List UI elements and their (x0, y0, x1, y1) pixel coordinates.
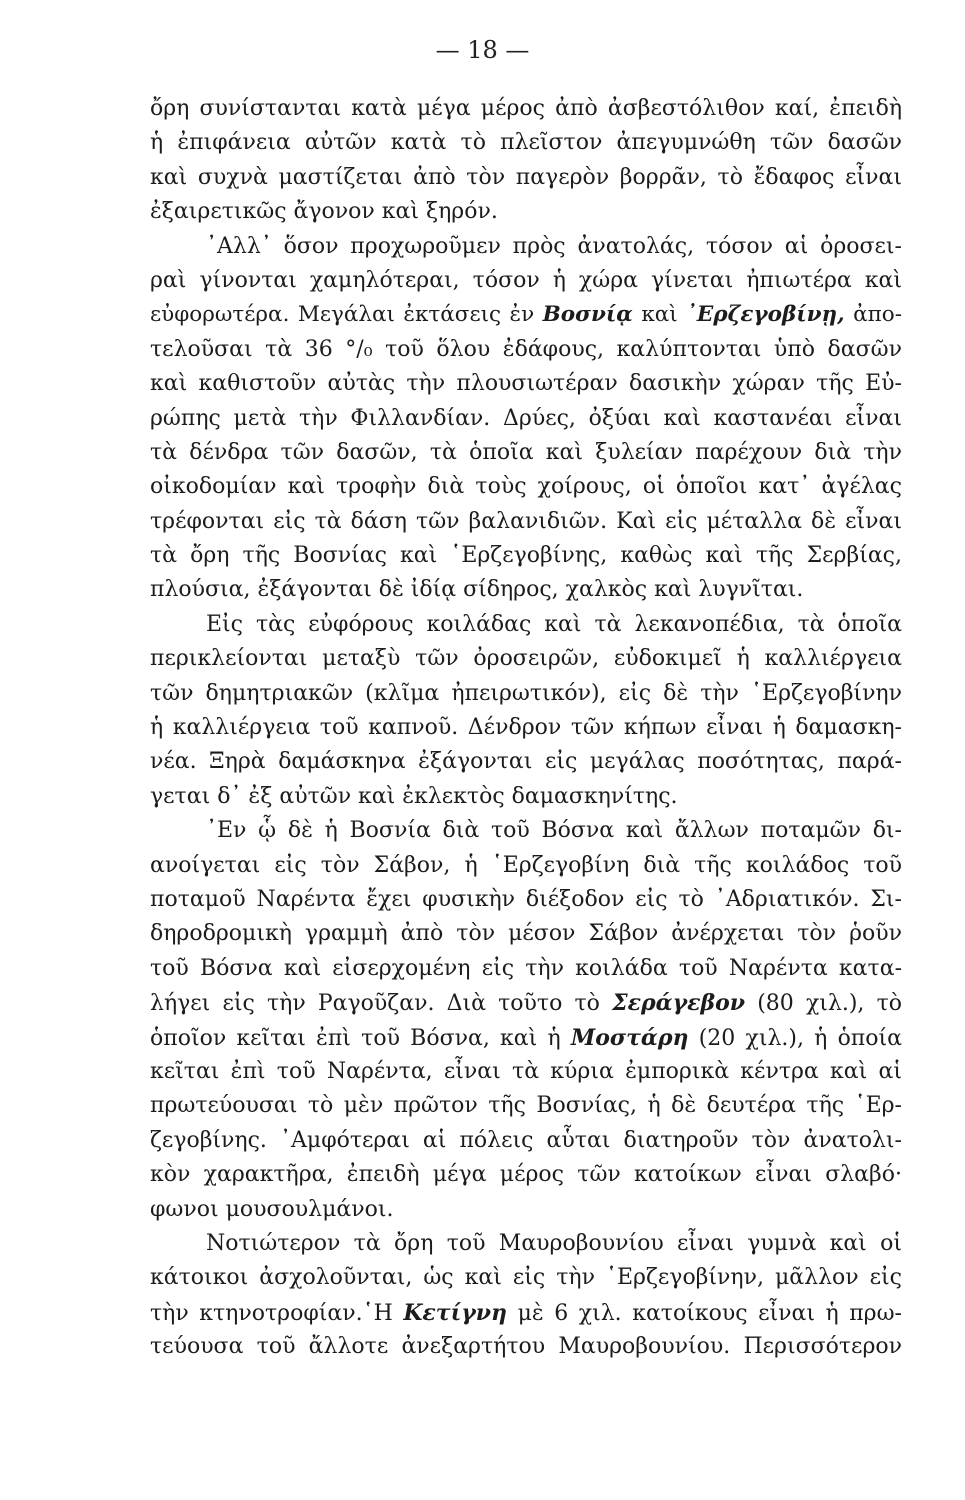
text-line (150, 1158, 902, 1192)
text-segment: ἐξαιρετικῶς ἄγονον καὶ ξηρόν. (150, 199, 498, 225)
text-segment: καὶ (632, 302, 687, 328)
text-line (150, 1089, 902, 1123)
text-line (150, 402, 902, 436)
text-segment: ποταμοῦ Ναρέντα ἔχει φυσικὴν διέξοδον εἰς τὸ ᾽Αδριατικόν. Σι- (150, 886, 902, 912)
text-segment: ραὶ γίνονται χαμηλότεραι, τόσον ἡ χώρα γίνεται ἠπιωτέρα καὶ (150, 267, 902, 293)
text-segment: ὄρη συνίστανται κατὰ μέγα μέρος ἀπὸ ἀσβεστόλιθον καί, ἐπειδὴ (150, 96, 902, 121)
text-segment: πρωτεύουσαι τὸ μὲν πρῶτον τῆς Βοσνίας, ἡ δὲ δευτέρα τῆς ῾Ερ- (150, 1093, 902, 1119)
emphasized-place-name: Σεράγεβον (612, 990, 746, 1017)
text-segment: τὰ ὄρη τῆς Βοσνίας καὶ ῾Ερζεγοβίνης, καθὼς καὶ τῆς Σερβίας, (150, 543, 902, 569)
emphasized-place-name: Κετίγνη (403, 1299, 508, 1326)
text-segment: καὶ καθιστοῦν αὐτὰς τὴν πλουσιωτέραν δασικὴν χώραν τῆς Εὐ- (150, 371, 902, 397)
text-line (150, 1227, 902, 1261)
text-segment: τεύουσα τοῦ ἄλλοτε ἀνεξαρτήτου Μαυροβουνίου. Περισσότερον (150, 1334, 902, 1360)
emphasized-place-name: Βοσνίᾳ (542, 302, 633, 328)
text-segment: φωνοι μουσουλμάνοι. (150, 1196, 394, 1222)
text-line (150, 814, 902, 848)
text-segment: (80 χιλ.), τὸ (745, 991, 902, 1017)
page-number: — 18 — (435, 36, 530, 64)
text-line (150, 1330, 902, 1364)
text-line (150, 264, 902, 298)
text-line (150, 1296, 902, 1330)
text-segment: τελοῦσαι τὰ 36 °/₀ τοῦ ὅλου ἐδάφους, καλύπτονται ὑπὸ δασῶν (150, 336, 902, 362)
text-line (150, 195, 902, 229)
text-segment: δηροδρομικὴ γραμμὴ ἀπὸ τὸν μέσον Σάβον ἀνέρχεται τὸν ῥοῦν (150, 921, 902, 947)
text-segment: τοῦ Βόσνα καὶ εἰσερχομένη εἰς τὴν κοιλάδα τοῦ Ναρέντα κατα- (150, 955, 902, 981)
text-segment: ἀπο- (844, 302, 902, 328)
text-segment: Νοτιώτερον τὰ ὄρη τοῦ Μαυροβουνίου εἶναι γυμνὰ καὶ οἱ (206, 1230, 902, 1256)
text-line (150, 780, 902, 814)
text-line (150, 642, 902, 676)
text-segment: ἡ ἐπιφάνεια αὐτῶν κατὰ τὸ πλεῖστον ἀπεγυμνώθη τῶν δασῶν (150, 130, 902, 156)
text-line (150, 1021, 902, 1055)
text-line (150, 92, 902, 126)
text-segment: Εἰς τὰς εὐφόρους κοιλάδας καὶ τὰ λεκανοπέδια, τὰ ὁποῖα (206, 611, 902, 637)
text-segment: κάτοικοι ἀσχολοῦνται, ὡς καὶ εἰς τὴν ῾Ερζεγοβίνην, μᾶλλον εἰς (150, 1265, 902, 1291)
text-line (150, 1055, 902, 1089)
text-segment: ὁποῖον κεῖται ἐπὶ τοῦ Βόσνα, καὶ ἡ (150, 1025, 571, 1051)
text-line (150, 230, 902, 264)
text-line (150, 849, 902, 883)
text-segment: (20 χιλ.), ἡ ὁποία (688, 1025, 902, 1051)
text-line (150, 883, 902, 917)
text-line (150, 333, 902, 367)
text-segment: μὲ 6 χιλ. κατοίκους εἶναι ἡ πρω- (507, 1300, 902, 1326)
text-line (150, 539, 902, 573)
text-segment: τὰ δένδρα τῶν δασῶν, τὰ ὁποῖα καὶ ξυλείαν παρέχουν διὰ τὴν (150, 439, 902, 465)
text-segment: λήγει εἰς τὴν Ραγοῦζαν. Διὰ τοῦτο τὸ (150, 991, 613, 1017)
text-segment: καὶ συχνὰ μαστίζεται ἀπὸ τὸν παγερὸν βορρᾶν, τὸ ἔδαφος εἶναι (150, 164, 902, 190)
text-segment: ἡ καλλιέργεια τοῦ καπνοῦ. Δένδρον τῶν κήπων εἶναι ἡ δαμασκη- (150, 715, 902, 741)
text-line (150, 608, 902, 642)
text-segment: τὴν κτηνοτροφίαν.῾Η (150, 1300, 404, 1326)
text-segment: ᾽Εν ᾧ δὲ ἡ Βοσνία διὰ τοῦ Βόσνα καὶ ἄλλων ποταμῶν δι- (206, 818, 902, 844)
text-line (150, 952, 902, 986)
text-segment: οἰκοδομίαν καὶ τροφὴν διὰ τοὺς χοίρους, οἱ ὁποῖοι κατ᾽ ἀγέλας (150, 474, 902, 500)
text-line (150, 677, 902, 711)
text-segment: περικλείονται μεταξὺ τῶν ὀροσειρῶν, εὐδοκιμεῖ ἡ καλλιέργεια (150, 646, 902, 672)
text-line (150, 298, 902, 332)
text-line (150, 573, 902, 607)
text-segment: ανοίγεται εἰς τὸν Σάβον, ἡ ῾Ερζεγοβίνη διὰ τῆς κοιλάδος τοῦ (150, 852, 902, 878)
text-line (150, 436, 902, 470)
text-line (150, 505, 902, 539)
text-segment: εὐφορωτέρα. Μεγάλαι ἐκτάσεις ἐν (150, 302, 543, 328)
emphasized-place-name: ᾽Ερζεγοβίνῃ, (686, 302, 845, 328)
text-segment: ρώπης μετὰ τὴν Φιλλανδίαν. Δρύες, ὀξύαι καὶ καστανέαι εἶναι (150, 405, 902, 431)
text-segment: γεται δ᾽ ἐξ αὐτῶν καὶ ἐκλεκτὸς δαμασκηνίτης. (150, 783, 678, 809)
text-segment: τῶν δημητριακῶν (κλῖμα ἠπειρωτικόν), εἰς δὲ τὴν ῾Ερζεγοβίνην (150, 680, 902, 706)
text-segment: νέα. Ξηρὰ δαμάσκηνα ἐξάγονται εἰς μεγάλας ποσότητας, παρά- (150, 749, 902, 775)
text-line (150, 986, 902, 1020)
body-text (150, 92, 902, 1364)
text-segment: κὸν χαρακτῆρα, ἐπειδὴ μέγα μέρος τῶν κατοίκων εἶναι σλαβό· (150, 1162, 902, 1188)
text-line (150, 1193, 902, 1227)
text-line (150, 711, 902, 745)
text-line (150, 126, 902, 160)
text-line (150, 1261, 902, 1295)
text-line (150, 917, 902, 951)
text-line (150, 367, 902, 401)
text-line (150, 470, 902, 504)
text-segment: ζεγοβίνης. ᾽Αμφότεραι αἱ πόλεις αὗται διατηροῦν τὸν ἀνατολι- (150, 1127, 902, 1153)
text-segment: τρέφονται εἰς τὰ δάση τῶν βαλανιδιῶν. Καὶ εἰς μέταλλα δὲ εἶναι (150, 508, 902, 534)
text-segment: κεῖται ἐπὶ τοῦ Ναρέντα, εἶναι τὰ κύρια ἐμπορικὰ κέντρα καὶ αἱ (150, 1058, 902, 1084)
text-line (150, 1124, 902, 1158)
text-segment: πλούσια, ἐξάγονται δὲ ἰδίᾳ σίδηρος, χαλκὸς καὶ λυγνῖται. (150, 577, 804, 603)
emphasized-place-name: Μοστάρη (570, 1024, 689, 1051)
text-line (150, 745, 902, 779)
text-segment: ᾽Αλλ᾽ ὅσον προχωροῦμεν πρὸς ἀνατολάς, τόσον αἱ ὀροσει- (206, 233, 902, 259)
text-line (150, 161, 902, 195)
